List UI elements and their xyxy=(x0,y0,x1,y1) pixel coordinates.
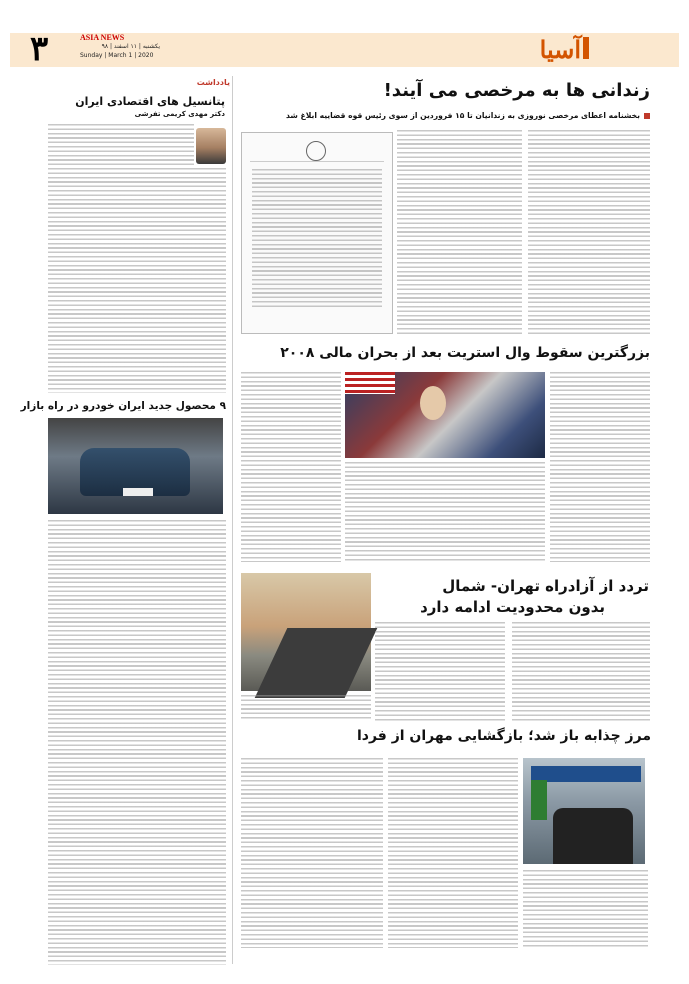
road-body-text xyxy=(375,622,505,722)
opinion-body-text xyxy=(48,168,226,393)
wallstreet-headline: بزرگترین سقوط وال استریت بعد از بحران مالی ۲۰۰۸ xyxy=(280,345,650,361)
highway-photo xyxy=(241,573,371,691)
bullet-icon xyxy=(644,113,650,119)
page-number: ۳ xyxy=(30,29,49,69)
opinion-title: پتانسیل های اقتصادی ایران xyxy=(75,95,225,108)
mehran-body-text xyxy=(241,758,383,948)
author-photo xyxy=(196,128,226,164)
road-body-text xyxy=(512,622,650,722)
road-photo-caption xyxy=(241,695,371,720)
border-crossing-photo xyxy=(523,758,645,864)
wallstreet-body-text xyxy=(241,372,341,562)
mehran-headline: مرز چذابه باز شد؛ بازگشایی مهران از فردا xyxy=(356,728,651,744)
logo-mark xyxy=(583,37,589,59)
wallstreet-body-text xyxy=(550,372,650,562)
masthead-info xyxy=(80,33,160,60)
cars-body-text xyxy=(48,520,226,965)
opinion-body-text xyxy=(48,124,194,166)
official-document-image xyxy=(241,132,393,334)
prison-subtitle: بخشنامه اعطای مرخصی نوروزی به زندانیان تا ۱۵ فروردین از سوی رئیس قوه قضاییه ابلاغ شد xyxy=(240,111,650,120)
masthead-brand: ASIA NEWS xyxy=(80,33,125,42)
issue-line: یکشنبه | ۱۱ اسفند | ۹۸ xyxy=(101,43,160,50)
prison-headline: زندانی ها به مرخصی می آیند! xyxy=(383,80,650,101)
date-line: Sunday | March 1 | 2020 xyxy=(80,52,154,59)
stock-exchange-photo xyxy=(345,372,545,458)
prison-body-text xyxy=(397,130,522,335)
opinion-section-label: یادداشت xyxy=(196,78,230,87)
wallstreet-body-text xyxy=(345,462,545,562)
car-photo xyxy=(48,418,223,514)
prison-body-text xyxy=(528,130,650,335)
mehran-photo-caption xyxy=(523,870,648,948)
mehran-body-text xyxy=(388,758,518,948)
column-divider xyxy=(232,76,233,964)
newspaper-logo: آسیا xyxy=(539,35,581,64)
opinion-author: دکتر مهدی کریمی تفرشی xyxy=(134,110,225,118)
road-headline-line-2: بدون محدودیت ادامه دارد xyxy=(420,598,605,616)
cars-headline: ۹ محصول جدید ایران خودرو در راه بازار xyxy=(20,400,226,412)
emblem-icon xyxy=(306,141,326,161)
road-headline-line-1: تردد از آزادراه تهران- شمال xyxy=(442,577,649,595)
